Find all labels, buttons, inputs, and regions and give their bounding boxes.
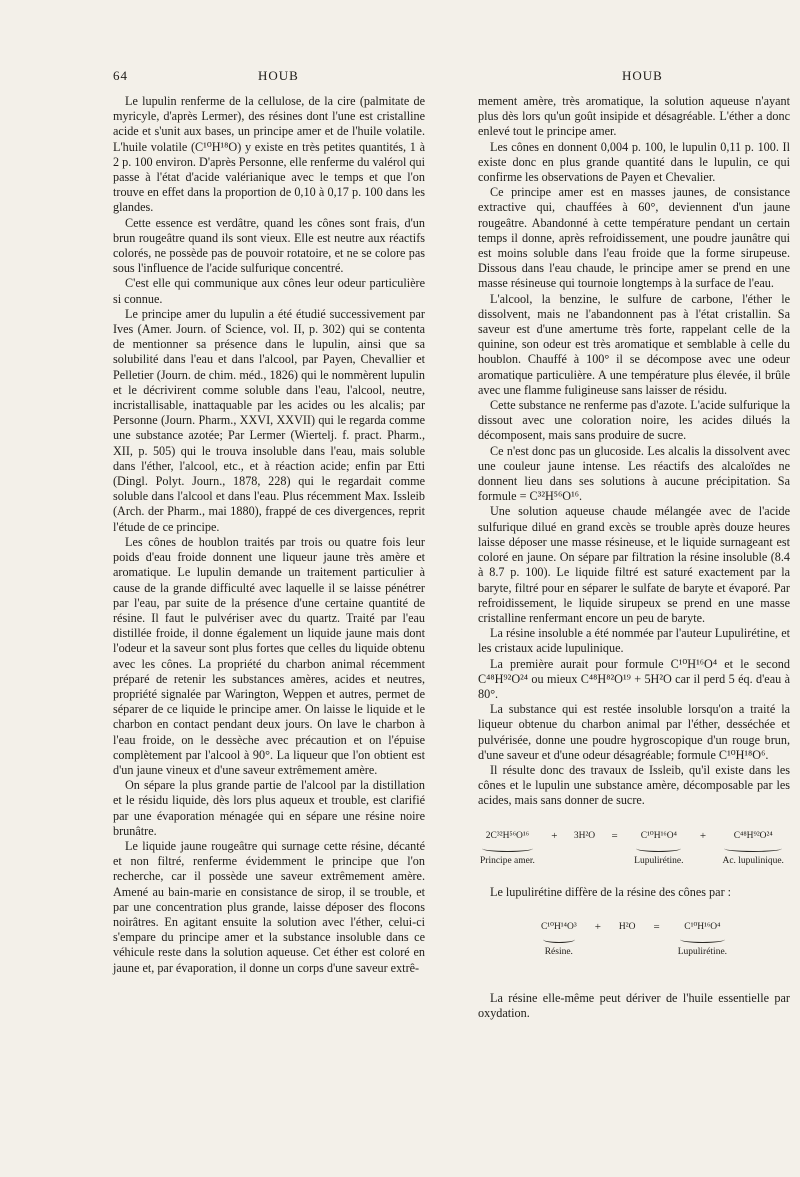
eq1-plus: +: [551, 829, 558, 842]
eq1-formula-1: 2C³²H⁵⁶O¹⁶: [485, 830, 530, 841]
paragraph: La substance qui est restée insoluble lorsqu'on a traité la liqueur obtenue du charbon animal par l'éther, desséchée et pulvérisée, donne une poudre hygroscopique d'un rouge brun, d'une saveur et d'une odeur désagréable; formule C¹⁰H¹⁸O⁶.: [478, 702, 790, 762]
eq1-term-principe: [480, 829, 535, 869]
paragraph: mement amère, très aromatique, la solution aqueuse n'ayant plus dès lors qu'un goût insipide et désagréable. L'éther a donc enlevé tout le principe amer.: [478, 94, 790, 139]
eq1-label-4: Ac. lupulinique.: [722, 855, 784, 866]
paragraph: La première aurait pour formule C¹⁰H¹⁶O⁴ et le second C⁴⁸H⁹²O²⁴ ou mieux C⁴⁸H⁸²O¹⁹ + 5H²O car il perd 5 éq. d'eau à 80°.: [478, 656, 790, 701]
eq2-term-resine: [541, 920, 577, 960]
paragraph: On sépare la plus grande partie de l'alcool par la distillation et le résidu liquide, dès lors plus aqueux et trouble, est clarifié par une évaporation ménagée qui en sépare une résine noire brunâtre.: [113, 778, 425, 838]
brace-icon: [724, 845, 781, 852]
eq1-label-3: Lupulirétine.: [634, 855, 684, 866]
paragraph: Les cônes en donnent 0,004 p. 100, le lupulin 0,11 p. 100. Il existe donc en plus grande quantité dans le lupulin, ce qui confirme les observations de Payen et Chevalier.: [478, 139, 790, 185]
paragraph: Ce n'est donc pas un glucoside. Les alcalis la dissolvent avec une couleur jaune intense. Les réactifs des alcaloïdes ne donnent lieu dans ses solutions à aucune précipitation. Sa formule = C³²H⁵⁶O¹⁶.: [478, 443, 790, 504]
eq1-formula-4: C⁴⁸H⁹²O²⁴: [733, 830, 773, 841]
eq2-label-3: Lupulirétine.: [677, 947, 728, 958]
paragraph: Cette substance ne renferme pas d'azote. L'acide sulfurique la dissout avec une coloration noire, les acides dilués la décomposent, mais sans produire de sucre.: [478, 398, 790, 443]
eq1-equals: =: [611, 829, 618, 842]
brace-icon: [543, 936, 575, 943]
brace-icon: [636, 845, 681, 852]
eq2-label-1: Résine.: [544, 947, 573, 958]
paragraph: Le principe amer du lupulin a été étudié successivement par Ives (Amer. Journ. of Science, vol. II, p. 302) qui se contenta de mentionner sa présence dans le lupulin, ainsi que sa solubilité dans l'eau et dans l'alcool, par Payen, Chevallier et Pelletier (Journ. de chim. méd., 1826) qui le nommèrent lupulin et le décrivirent comme soluble dans l'eau, l'alcool, neutre, incristallisable, inattaquable par les acides ou les alcalis; par Personne (Journ. Pharm., XXVI, XXVII) qui le regarda comme une substance azotée; Par Lermer (Wiertelj. f. pract. Pharm., XII, p. 505) qui le trouva insoluble dans l'eau, mais soluble dans l'éther, l'alcool, etc., et à réaction acide; enfin par Etti (Dingl. Polyt. Journ., 1878, 228) qui le regardait comme soluble dans l'alcool et dans l'eau. Plus récemment Max. Issleib (Arch. der Pharm., mai 1880), frappé de ces divergences, reprit l'étude de ce principe.: [113, 306, 425, 534]
eq1-formula-3: C¹⁰H¹⁶O⁴: [640, 830, 677, 841]
equation-2: [518, 920, 750, 960]
eq1-term-acide: [722, 829, 783, 869]
eq2-equals: =: [653, 921, 660, 934]
running-title-right: HOUB: [622, 68, 663, 83]
eq2-formula-2: H²O: [618, 922, 636, 933]
eq2-term-lupuliretine: [678, 920, 727, 960]
mid-text: Le lupulirétine diffère de la résine des cônes par :: [490, 884, 732, 899]
eq2-formula-3: C¹⁰H¹⁶O⁴: [684, 922, 721, 933]
eq2-term-water: [619, 920, 636, 935]
paragraph: Cette essence est verdâtre, quand les cônes sont frais, d'un brun rougeâtre quand ils sont vieux. Elle est neutre aux réactifs colorés, ne possède pas de pouvoir rotatoire, et ne se colore pas sous l'influence de l'acide sulfurique concentré.: [113, 215, 425, 276]
equation-1: [480, 829, 784, 869]
paragraph: Ce principe amer est en masses jaunes, de consistance extractive qui, chauffées à 60°, deviennent d'un jaune rougeâtre. Abandonné à cette température pendant un certain temps il donne, après refroidissement, une poudre jaunâtre qui est moins soluble dans l'eau froide que la forme sirupeuse. Dissous dans l'eau chaude, le principe amer se prend en une masse résineuse qui tournoie longtemps à la surface de l'eau.: [478, 185, 790, 291]
right-column: [478, 94, 790, 1021]
eq1-label-1: Principe amer.: [480, 855, 535, 866]
brace-icon: [482, 845, 533, 852]
paragraph: Le liquide jaune rougeâtre qui surnage cette résine, décanté et non filtré, renferme évidemment le principe que l'on recherche, car il possède une saveur extrêmement amère. Amené au bain-marie en consistance de sirop, il se trouble, et par une concentration plus grande, laisse déposer des flocons noirâtres. En agitant ensuite la solution avec l'éther, celui-ci s'empare du principe amer et la substance insoluble dans ce véhicule reste dans la solution aqueuse. Cet éther est coloré en jaune et, par évaporation, il donne un corps d'une saveur extrê-: [113, 838, 425, 975]
paragraph: La résine insoluble a été nommée par l'auteur Lupulirétine, et les cristaux acide lupulinique.: [478, 626, 790, 656]
paragraph: C'est elle qui communique aux cônes leur odeur particulière si connue.: [113, 276, 425, 306]
paragraph: Une solution aqueuse chaude mélangée avec de l'acide sulfurique dilué en grand excès se trouble après douze heures laisse déposer une masse résineuse, et le liquide surnageant est coloré en jaune. On sépare par filtration la résine insoluble (8.4 à 8.7 p. 100). Le liquide filtré est saturé exactement par la baryte, filtré pour en séparer le sulfate de baryte et évaporé. Par refroidissement, le liquide sirupeux se prend en une masse cristalline renfermant encore un peu de baryte.: [478, 504, 790, 625]
final-text: La résine elle-même peut dériver de l'huile essentielle par oxydation.: [478, 990, 790, 1020]
eq2-plus: +: [594, 921, 601, 934]
left-column: [113, 94, 425, 976]
page-number: 64: [113, 68, 128, 83]
paragraph: L'alcool, la benzine, le sulfure de carbone, l'éther le dissolvent, mais ne l'abandonnent pas à l'état cristallin. Sa saveur est d'une amertume très forte, rappelant celle de la quinine, son odeur est très aromatique et semblable à celle du houblon. Chauffé à 100° il se décompose avec une odeur aromatique particulière. A une température plus élevée, il brûle avec une flamme fuligineuse sans laisser de résidu.: [478, 291, 790, 397]
running-title-left: HOUB: [258, 68, 299, 83]
eq1-term-lupuliretine: [634, 829, 683, 869]
eq1-plus-2: +: [699, 829, 707, 842]
eq1-formula-2: 3H²O: [573, 830, 596, 841]
brace-icon: [680, 936, 725, 943]
paragraph: Il résulte donc des travaux de Issleib, qu'il existe dans les cônes et le lupulin une substance amère, décomposable par les acides, mais sans donner de sucre.: [478, 762, 790, 808]
eq1-term-water: [574, 829, 595, 844]
eq2-formula-1: C¹⁰H¹⁴O³: [540, 922, 577, 933]
paragraph: Les cônes de houblon traités par trois ou quatre fois leur poids d'eau froide donnent une liqueur jaune très amère et aromatique. Le lupulin demande un traitement particulier à cause de la grande difficulté avec laquelle il se laisse pénétrer par l'eau, par suite de la présence d'une certaine quantité de résine. Il faut le pulvériser avec du quartz. Traité par l'eau distillée froide, il donne également un liquide jaune mais dont l'odeur et la saveur sont plus fortes que celles du liquide obtenu avec les cônes. La propriété du charbon animal récemment préparé de retenir les substances amères, acides et neutres, propriété signalée par Warington, Weppen et autres, permet de séparer de ce liquide le principe amer. On laisse le liquide et le charbon en contact pendant deux jours. On lave le charbon à l'eau froide, on le dessèche avec précaution et on l'épuise complètement par l'alcool à 90°. La liqueur que l'on obtient est d'un jaune vineux et d'une saveur extrêmement amère.: [113, 534, 425, 777]
right-column-paragraphs: [478, 94, 790, 809]
paragraph: Le lupulin renferme de la cellulose, de la cire (palmitate de myricyle, d'après Lermer), des résines dont l'une est cristalline acide et s'unit aux bases, un principe amer et de l'huile volatile. L'huile volatile (C¹⁰H¹⁸O) y existe en très petites quantités, 1 à 2 p. 100 environ. D'après Personne, elle renferme du valérol qui passe à l'état d'acide valérianique avec le temps et que l'on trouve en effet dans la proportion de 0,10 à 0,17 p. 100 dans les glandes.: [113, 94, 425, 215]
